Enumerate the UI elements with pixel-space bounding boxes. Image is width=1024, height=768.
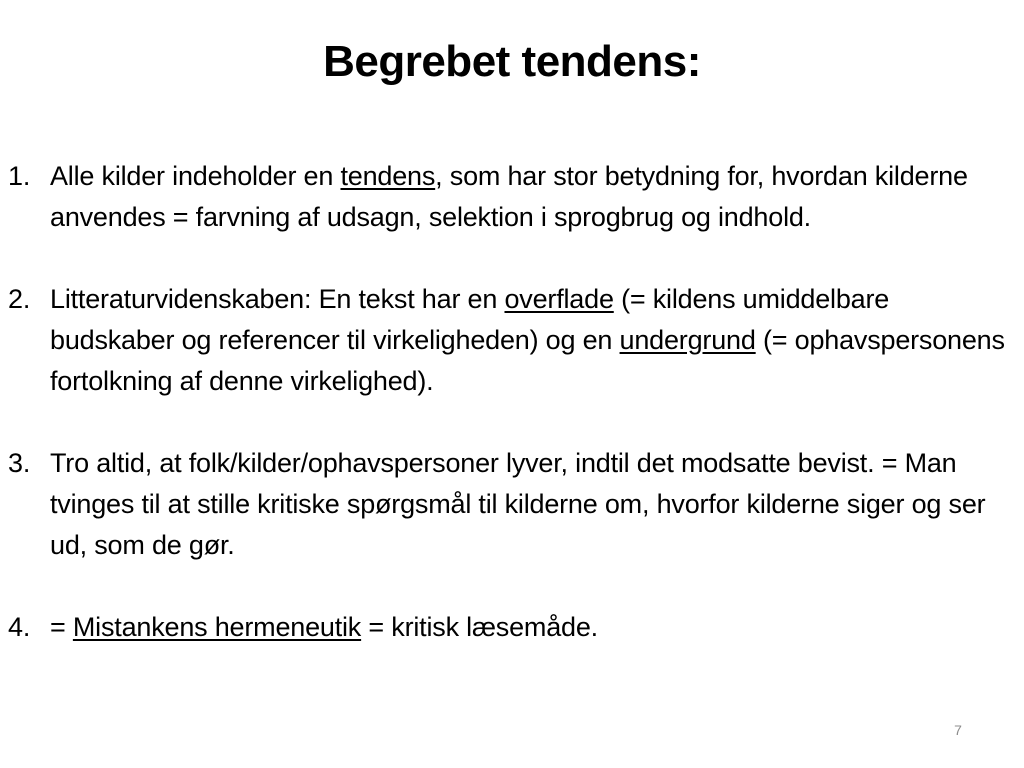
item-text: (= kildens umiddelbare budskaber og referencer til virkeligheden) og en	[50, 284, 890, 355]
list-item	[8, 607, 1008, 648]
item-text: Alle kilder indeholder en	[50, 161, 341, 191]
underlined-term: tendens	[340, 161, 436, 191]
page-number: 7	[954, 722, 962, 738]
list-item-number: 3.	[8, 448, 31, 478]
underlined-term: undergrund	[619, 325, 756, 355]
underlined-term: overflade	[504, 284, 614, 314]
underlined-term: Mistankens hermeneutik	[72, 612, 362, 642]
list-item-number: 2.	[8, 284, 31, 314]
list-item	[8, 443, 1008, 566]
list-item-number: 1.	[8, 161, 31, 191]
item-text: Litteraturvidenskaben: En tekst har en	[50, 284, 505, 314]
list-item	[8, 156, 1008, 238]
item-text: Tro altid, at folk/kilder/ophavspersoner lyver, indtil det modsatte bevist. = Man tvinges til at stille kritiske spørgsmål til kilderne om, hvorfor kilderne siger og ser ud, som de gør.	[50, 448, 986, 560]
numbered-list	[8, 156, 1008, 648]
item-text: =	[50, 612, 73, 642]
slide-title: Begrebet tendens:	[323, 37, 701, 86]
item-text: = kritisk læsemåde.	[361, 612, 598, 642]
list-item-number: 4.	[8, 612, 31, 642]
item-text: , som har stor betydning for, hvordan kilderne anvendes = farvning af udsagn, selektion i sprogbrug og indhold.	[50, 161, 968, 232]
item-text: (= ophavspersonens fortolkning af denne virkelighed).	[50, 325, 1005, 396]
list-item	[8, 279, 1008, 402]
